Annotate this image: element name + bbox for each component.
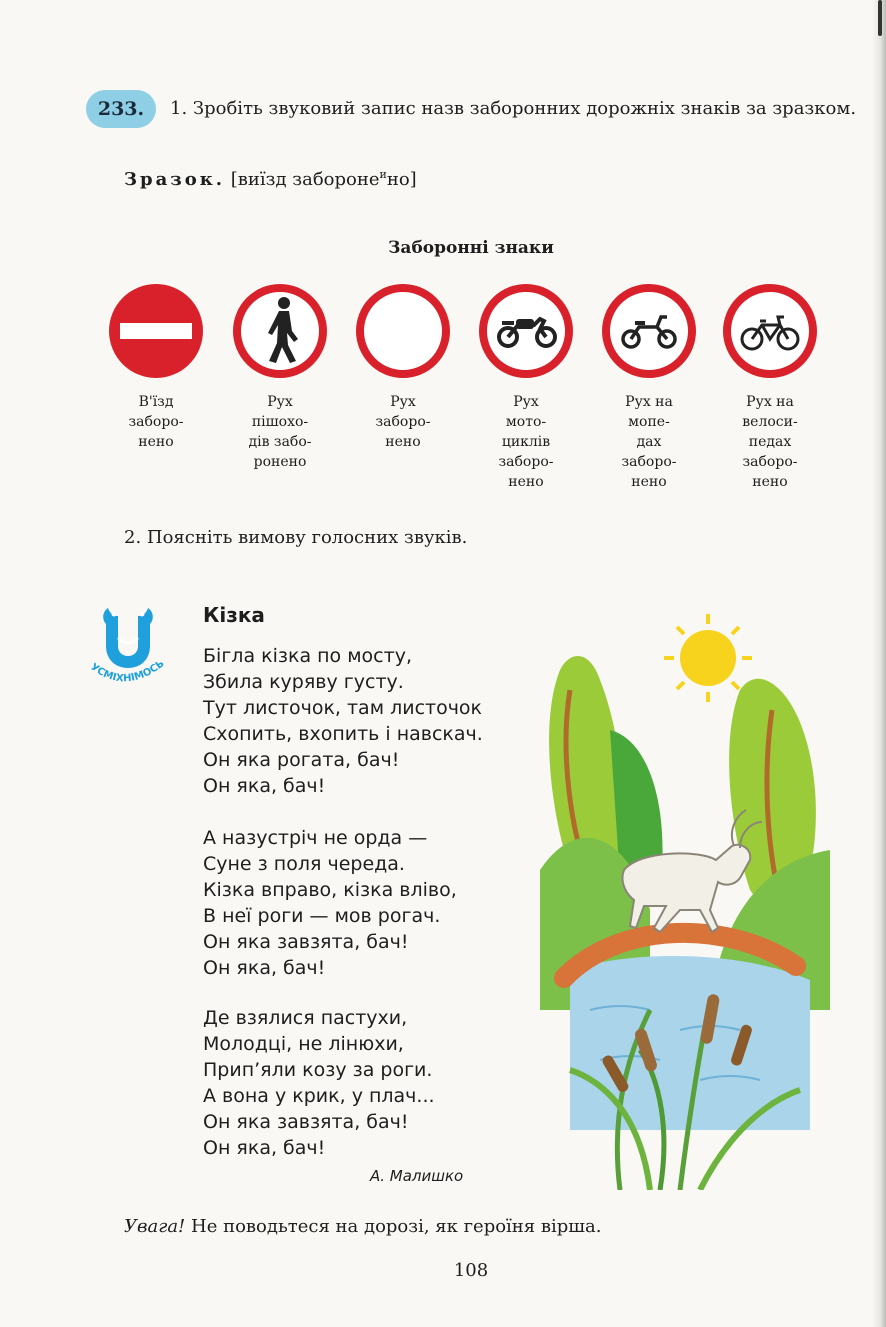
book-spine-shadow — [872, 0, 886, 1327]
no-bicycles-icon — [722, 283, 818, 379]
no-motorcycles-icon — [478, 283, 574, 379]
page-number: 108 — [453, 1260, 489, 1281]
sign-caption-6: Рух на велоси- педах заборо- нено — [742, 394, 798, 490]
poem-stanza-1: Бігла кізка по мосту, Збила куряву густу. Тут листочок, там листочок Схопить, вхопить і навскач. Он яка рогата, бач! Он яка, бач! — [203, 645, 483, 797]
goat-illustration — [540, 610, 830, 1190]
smile-logo-label: УСМІХНІМОСЬ — [88, 658, 167, 685]
task-item-1: 1. Зробіть звуковий запис назв заборонних дорожніх знаків за зразком. — [170, 98, 857, 119]
sun-icon — [664, 614, 752, 702]
poem-stanza-2: А назустріч не орда — Суне з поля череда. Кізка вправо, кізка вліво, В неї роги — мов рогач. Он яка завзята, бач! Он яка, бач! — [203, 827, 457, 979]
sign-caption-4: Рух мото- циклів заборо- нено — [498, 394, 554, 490]
task-item-2: 2. Поясніть вимову голосних звуків. — [124, 527, 468, 548]
sign-caption-2: Рух пішохо- дів забо- ронено — [248, 394, 312, 470]
warning-text: Не поводьтеся на дорозі, як героїня вірша. — [185, 1216, 602, 1237]
no-pedestrians-icon — [232, 283, 328, 379]
no-mopeds-icon — [601, 283, 697, 379]
spine-mark — [878, 0, 882, 36]
sample-text-end: но] — [386, 169, 417, 190]
no-traffic-icon — [355, 283, 451, 379]
exercise-number-badge: 233. — [86, 90, 156, 128]
sign-caption-3: Рух заборо- нено — [375, 394, 431, 450]
smile-logo-icon — [84, 602, 180, 688]
sample-label: Зразок. — [124, 169, 225, 190]
signs-title: Заборонні знаки — [388, 238, 554, 258]
sign-caption-5: Рух на мопе- дах заборо- нено — [621, 394, 677, 490]
poem-title: Кізка — [203, 603, 265, 627]
poem-stanza-3: Де взялися пастухи, Молодці, не лінюхи, Прип’яли козу за роги. А вона у крик, у плач... Он яка завзята, бач! Он яка, бач! — [203, 1007, 435, 1159]
sample-superscript: и — [379, 168, 387, 181]
sample-text: [виїзд заборонe — [230, 169, 380, 190]
warning-line — [124, 1216, 601, 1237]
poem-author: А. Малишко — [370, 1167, 464, 1185]
sample-line — [124, 162, 417, 193]
sign-caption-1: В'їзд заборо- нено — [128, 394, 184, 450]
warning-label: Увага! — [124, 1216, 186, 1237]
no-entry-icon — [108, 283, 204, 379]
